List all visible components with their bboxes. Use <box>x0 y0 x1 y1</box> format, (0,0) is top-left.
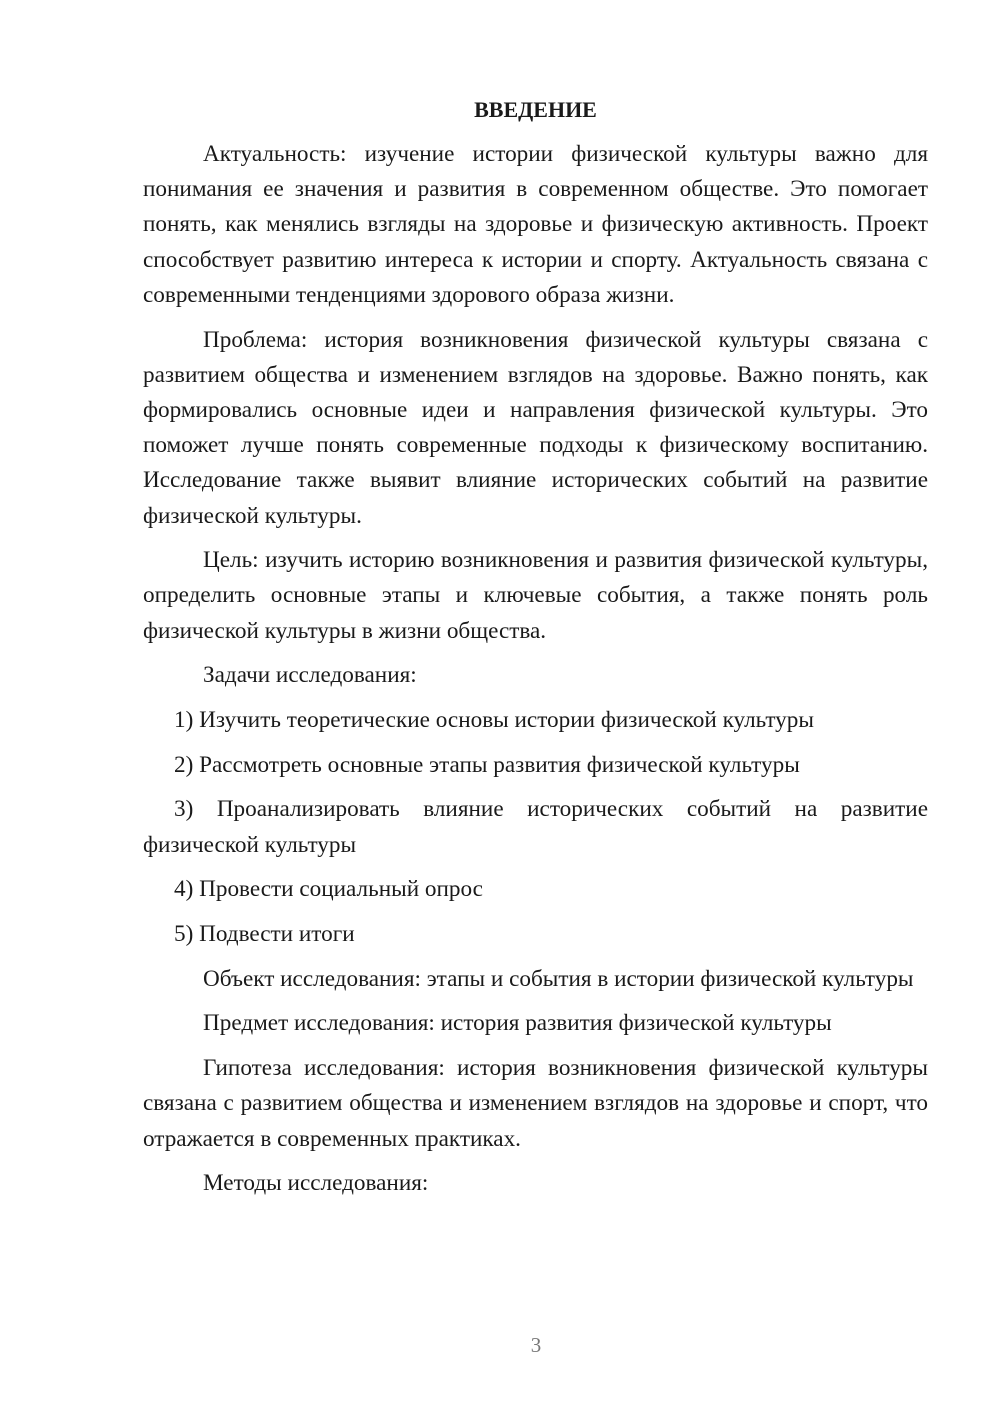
subject-paragraph: Предмет исследования: история развития физической культуры <box>203 1010 832 1037</box>
methods-label: Методы исследования: <box>203 1170 429 1197</box>
object-paragraph: Объект исследования: этапы и события в истории физической культуры <box>203 965 914 992</box>
task-item: 5) Подвести итоги <box>174 921 355 948</box>
task-item: 2) Рассмотреть основные этапы развития физической культуры <box>174 751 800 778</box>
goal-paragraph: Цель: изучить историю возникновения и развития физической культуры, определить основные этапы и ключевые события, а также понять роль физической культуры в жизни общества. <box>143 547 928 644</box>
hypothesis-paragraph: Гипотеза исследования: история возникновения физической культуры связана с развитием общества и изменением взглядов на здоровье и спорт, что отражается в современных практиках. <box>143 1055 928 1152</box>
relevance-paragraph: Актуальность: изучение истории физической культуры важно для понимания ее значения и развития в современном обществе. Это помогает понять, как менялись взгляды на здоровье и физическую активность. Проект способствует развитию интереса к истории и спорту. Актуальность связана с современными тенденциями здорового образа жизни. <box>143 141 928 308</box>
section-heading: ВВЕДЕНИЕ <box>474 97 597 122</box>
page-number: 3 <box>530 1333 542 1357</box>
task-item: 4) Провести социальный опрос <box>174 876 483 903</box>
task-item: 3) Проанализировать влияние исторических событий на развитие физической культуры <box>143 796 928 858</box>
problem-paragraph: Проблема: история возникновения физической культуры связана с развитием общества и изменением взглядов на здоровье. Важно понять, как формировались основные идеи и направления физической культуры. Это поможет лучше понять современные подходы к физическому воспитанию. Исследование также выявит влияние исторических событий на развитие физической культуры. <box>143 326 928 529</box>
tasks-label: Задачи исследования: <box>203 662 417 689</box>
task-item: 1) Изучить теоретические основы истории физической культуры <box>174 707 814 734</box>
document-body <box>143 92 928 1201</box>
